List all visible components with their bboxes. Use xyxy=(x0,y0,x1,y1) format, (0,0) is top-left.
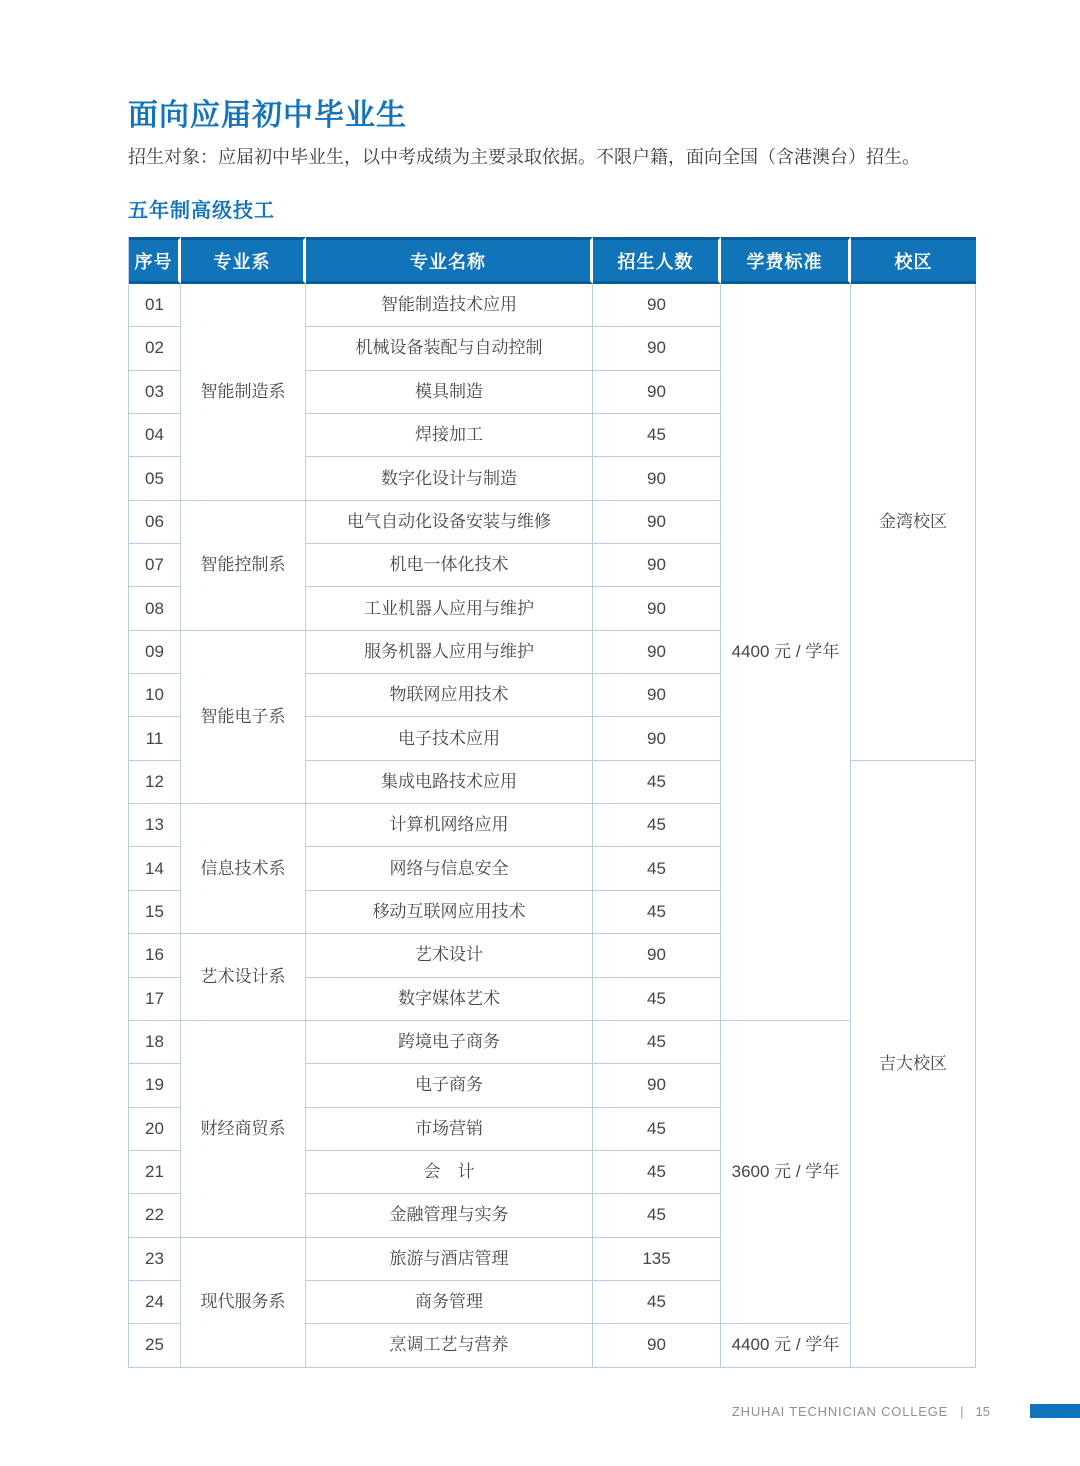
footer-accent-bar xyxy=(1030,1404,1080,1418)
enrollment-count-cell: 45 xyxy=(593,804,721,847)
enrollment-count-cell: 90 xyxy=(593,1064,721,1107)
department-cell: 财经商贸系 xyxy=(181,1021,306,1238)
major-name-cell: 数字化设计与制造 xyxy=(306,457,593,500)
column-header-campus: 校区 xyxy=(851,237,976,284)
footer-page-number: 15 xyxy=(975,1403,990,1419)
department-cell: 智能制造系 xyxy=(181,284,306,501)
enrollment-count-cell: 90 xyxy=(593,371,721,414)
enrollment-count-cell: 90 xyxy=(593,1324,721,1367)
tuition-cell: 3600 元 / 学年 xyxy=(721,1021,851,1324)
enrollment-count-cell: 45 xyxy=(593,978,721,1021)
row-number-cell: 25 xyxy=(129,1324,181,1367)
enrollment-count-cell: 90 xyxy=(593,934,721,977)
enrollment-count-cell: 90 xyxy=(593,544,721,587)
major-name-cell: 金融管理与实务 xyxy=(306,1194,593,1237)
row-number-cell: 03 xyxy=(129,371,181,414)
tuition-cell: 4400 元 / 学年 xyxy=(721,284,851,1021)
row-number-cell: 12 xyxy=(129,761,181,804)
enrollment-count-cell: 90 xyxy=(593,674,721,717)
row-number-cell: 05 xyxy=(129,457,181,500)
column-header-major: 专业名称 xyxy=(306,237,593,284)
footer-separator: | xyxy=(960,1403,964,1419)
major-name-cell: 烹调工艺与营养 xyxy=(306,1324,593,1367)
campus-cell: 吉大校区 xyxy=(851,761,976,1368)
enrollment-count-cell: 90 xyxy=(593,501,721,544)
section-heading: 五年制高级技工 xyxy=(128,200,275,222)
row-number-cell: 16 xyxy=(129,934,181,977)
major-name-cell: 机械设备装配与自动控制 xyxy=(306,327,593,370)
department-cell: 现代服务系 xyxy=(181,1238,306,1368)
enrollment-count-cell: 45 xyxy=(593,1021,721,1064)
major-name-cell: 焊接加工 xyxy=(306,414,593,457)
major-name-cell: 数字媒体艺术 xyxy=(306,978,593,1021)
major-name-cell: 模具制造 xyxy=(306,371,593,414)
row-number-cell: 07 xyxy=(129,544,181,587)
major-name-cell: 电子技术应用 xyxy=(306,717,593,760)
enrollment-count-cell: 90 xyxy=(593,717,721,760)
major-name-cell: 旅游与酒店管理 xyxy=(306,1238,593,1281)
major-name-cell: 计算机网络应用 xyxy=(306,804,593,847)
tuition-cell: 4400 元 / 学年 xyxy=(721,1324,851,1367)
major-name-cell: 集成电路技术应用 xyxy=(306,761,593,804)
row-number-cell: 01 xyxy=(129,284,181,327)
enrollment-count-cell: 45 xyxy=(593,1281,721,1324)
row-number-cell: 22 xyxy=(129,1194,181,1237)
major-name-cell: 工业机器人应用与维护 xyxy=(306,587,593,630)
row-number-cell: 06 xyxy=(129,501,181,544)
major-name-cell: 移动互联网应用技术 xyxy=(306,891,593,934)
row-number-cell: 14 xyxy=(129,847,181,890)
enrollment-table xyxy=(128,237,976,1368)
enrollment-count-cell: 45 xyxy=(593,761,721,804)
footer-college-name: ZHUHAI TECHNICIAN COLLEGE xyxy=(731,1403,949,1419)
major-name-cell: 市场营销 xyxy=(306,1108,593,1151)
enrollment-count-cell: 45 xyxy=(593,1194,721,1237)
enrollment-count-cell: 45 xyxy=(593,847,721,890)
row-number-cell: 20 xyxy=(129,1108,181,1151)
enrollment-count-cell: 90 xyxy=(593,631,721,674)
page-title: 面向应届初中毕业生 xyxy=(128,99,407,132)
row-number-cell: 11 xyxy=(129,717,181,760)
enrollment-count-cell: 90 xyxy=(593,327,721,370)
major-name-cell: 服务机器人应用与维护 xyxy=(306,631,593,674)
enrollment-count-cell: 90 xyxy=(593,587,721,630)
row-number-cell: 02 xyxy=(129,327,181,370)
enrollment-count-cell: 90 xyxy=(593,284,721,327)
row-number-cell: 10 xyxy=(129,674,181,717)
enrollment-count-cell: 90 xyxy=(593,457,721,500)
column-header-department: 专业系 xyxy=(181,237,306,284)
major-name-cell: 智能制造技术应用 xyxy=(306,284,593,327)
row-number-cell: 04 xyxy=(129,414,181,457)
department-cell: 智能电子系 xyxy=(181,631,306,804)
major-name-cell: 机电一体化技术 xyxy=(306,544,593,587)
row-number-cell: 17 xyxy=(129,978,181,1021)
enrollment-count-cell: 135 xyxy=(593,1238,721,1281)
major-name-cell: 电子商务 xyxy=(306,1064,593,1107)
major-name-cell: 会 计 xyxy=(306,1151,593,1194)
department-cell: 艺术设计系 xyxy=(181,934,306,1021)
major-name-cell: 电气自动化设备安装与维修 xyxy=(306,501,593,544)
campus-cell: 金湾校区 xyxy=(851,284,976,761)
major-name-cell: 艺术设计 xyxy=(306,934,593,977)
row-number-cell: 15 xyxy=(129,891,181,934)
row-number-cell: 19 xyxy=(129,1064,181,1107)
column-header-enrollment: 招生人数 xyxy=(593,237,721,284)
row-number-cell: 24 xyxy=(129,1281,181,1324)
row-number-cell: 23 xyxy=(129,1238,181,1281)
column-header-tuition: 学费标准 xyxy=(721,237,851,284)
page-footer xyxy=(732,1398,1080,1424)
row-number-cell: 08 xyxy=(129,587,181,630)
row-number-cell: 09 xyxy=(129,631,181,674)
row-number-cell: 13 xyxy=(129,804,181,847)
intro-text: 招生对象：应届初中毕业生，以中考成绩为主要录取依据。不限户籍，面向全国（含港澳台）招生。 xyxy=(128,147,920,167)
department-cell: 智能控制系 xyxy=(181,501,306,631)
row-number-cell: 21 xyxy=(129,1151,181,1194)
column-header-no: 序号 xyxy=(129,237,181,284)
department-cell: 信息技术系 xyxy=(181,804,306,934)
enrollment-count-cell: 45 xyxy=(593,891,721,934)
enrollment-count-cell: 45 xyxy=(593,1151,721,1194)
major-name-cell: 物联网应用技术 xyxy=(306,674,593,717)
enrollment-count-cell: 45 xyxy=(593,414,721,457)
major-name-cell: 商务管理 xyxy=(306,1281,593,1324)
major-name-cell: 网络与信息安全 xyxy=(306,847,593,890)
major-name-cell: 跨境电子商务 xyxy=(306,1021,593,1064)
row-number-cell: 18 xyxy=(129,1021,181,1064)
enrollment-count-cell: 45 xyxy=(593,1108,721,1151)
